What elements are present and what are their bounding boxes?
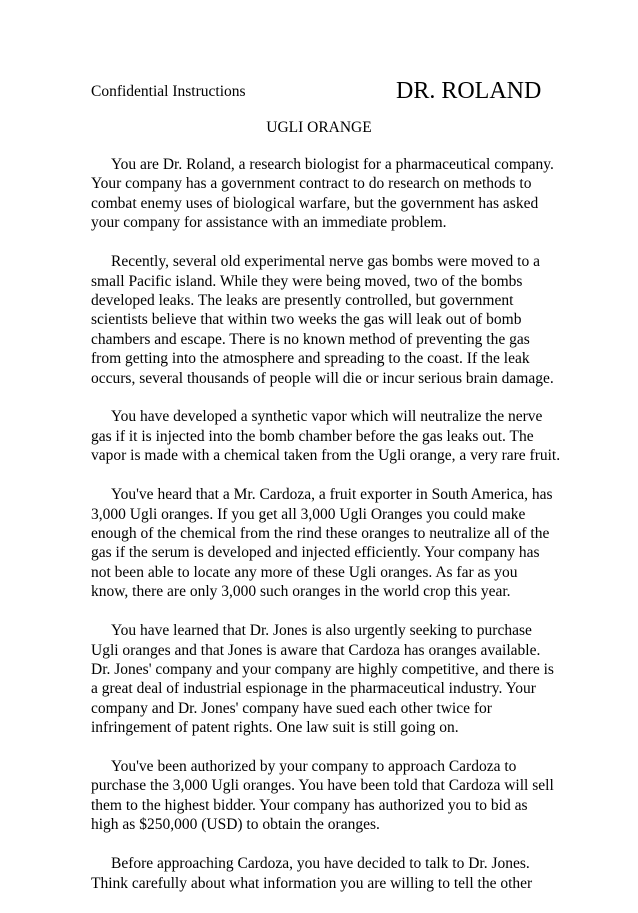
paragraph-line: not been able to locate any more of these Ugli oranges. As far as you: [91, 563, 518, 581]
paragraph: [91, 155, 561, 233]
paragraph: [91, 252, 561, 388]
document-body: [91, 155, 561, 913]
paragraph-line: Dr. Jones' company and your company are highly competitive, and there is: [91, 660, 554, 678]
paragraph-line: company and Dr. Jones' company have sued each other twice for: [91, 699, 492, 717]
role-heading: DR. ROLAND: [396, 78, 542, 104]
paragraph: [91, 485, 561, 601]
paragraph-line: Recently, several old experimental nerve gas bombs were moved to a: [111, 253, 540, 271]
paragraph-line: know, there are only 3,000 such oranges in the world crop this year.: [91, 583, 511, 601]
document-title: UGLI ORANGE: [266, 119, 372, 136]
paragraph-line: You have learned that Dr. Jones is also urgently seeking to purchase: [111, 622, 532, 640]
paragraph-line: them to the highest bidder. Your company has authorized you to bid as: [91, 796, 528, 814]
paragraph-line: gas if it is injected into the bomb chamber before the gas leaks out. The: [91, 427, 534, 445]
paragraph-line: high as $250,000 (USD) to obtain the oranges.: [91, 816, 380, 834]
paragraph-line: vapor is made with a chemical taken from the Ugli orange, a very rare fruit.: [91, 447, 561, 465]
paragraph: [91, 407, 561, 465]
paragraph-line: enough of the chemical from the rind these oranges to neutralize all of the: [91, 525, 550, 542]
paragraph-line: purchase the 3,000 Ugli oranges. You have been told that Cardoza will sell: [91, 777, 554, 795]
paragraph-line: Ugli oranges and that Jones is aware that Cardoza has oranges available.: [91, 641, 541, 659]
paragraph: [91, 757, 561, 835]
paragraph-line: developed leaks. The leaks are presently controlled, but government: [91, 291, 514, 309]
paragraph-line: from getting into the atmosphere and spreading to the coast. If the leak: [91, 350, 530, 368]
paragraph-line: infringement of patent rights. One law suit is still going on.: [91, 719, 459, 737]
confidential-label: Confidential Instructions: [91, 83, 246, 100]
paragraph-line: a great deal of industrial espionage in the pharmaceutical industry. Your: [91, 680, 536, 698]
paragraph: [91, 854, 561, 893]
paragraph-line: gas if the serum is developed and injected efficiently. Your company has: [91, 544, 540, 562]
paragraph-line: Before approaching Cardoza, you have decided to talk to Dr. Jones.: [111, 855, 530, 873]
paragraph-line: small Pacific island. While they were being moved, two of the bombs: [91, 272, 523, 290]
paragraph-line: You've heard that a Mr. Cardoza, a fruit exporter in South America, has: [111, 486, 553, 504]
paragraph-line: 3,000 Ugli oranges. If you get all 3,000 Ugli Oranges you could make: [91, 505, 526, 523]
paragraph-line: combat enemy uses of biological warfare, but the government has asked: [91, 194, 539, 212]
paragraph-line: Think carefully about what information you are willing to tell the other: [91, 874, 533, 892]
paragraph-line: occurs, several thousands of people will die or incur serious brain damage.: [91, 369, 554, 387]
paragraph-line: You have developed a synthetic vapor which will neutralize the nerve: [111, 408, 543, 426]
paragraph: [91, 621, 561, 737]
paragraph-line: You are Dr. Roland, a research biologist for a pharmaceutical company.: [111, 156, 554, 173]
paragraph-line: scientists believe that within two weeks the gas will leak out of bomb: [91, 311, 522, 329]
paragraph-line: Your company has a government contract to do research on methods to: [91, 175, 532, 193]
paragraph-line: your company for assistance with an immediate problem.: [91, 214, 447, 232]
paragraph-line: You've been authorized by your company to approach Cardoza to: [111, 758, 517, 776]
paragraph-line: chambers and escape. There is no known method of preventing the gas: [91, 330, 530, 348]
